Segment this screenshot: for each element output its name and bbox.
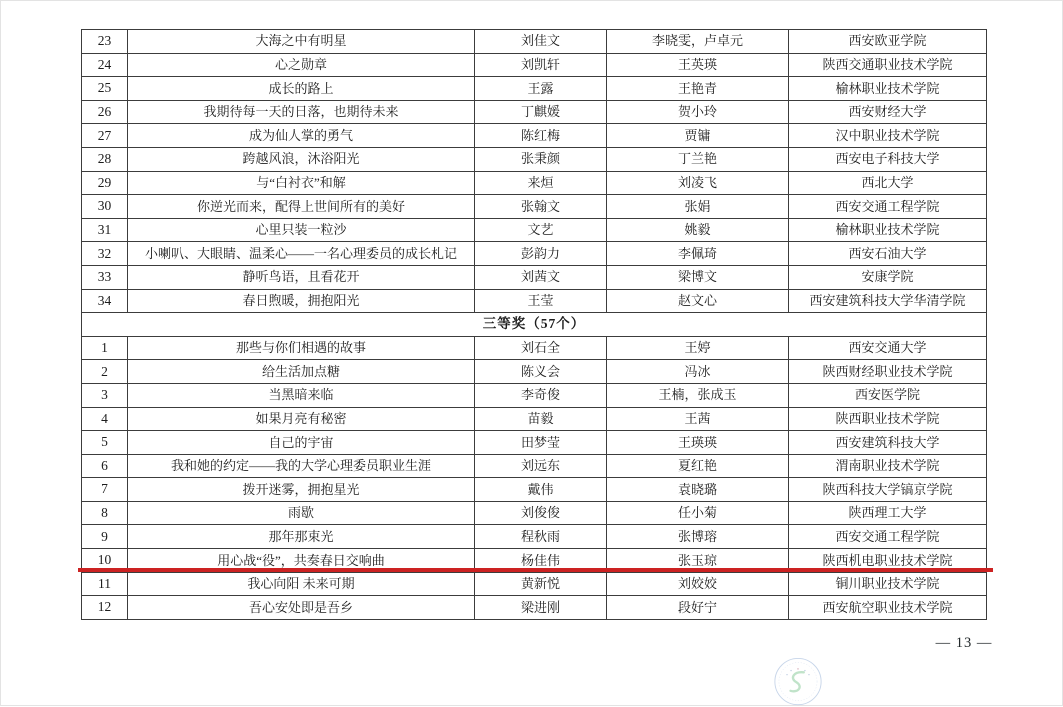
table-row bbox=[82, 195, 987, 219]
table-row bbox=[82, 525, 987, 549]
advisor-name: 任小菊 bbox=[607, 501, 789, 525]
work-title: 大海之中有明星 bbox=[128, 30, 475, 54]
student-name: 王露 bbox=[475, 77, 607, 101]
work-title: 跨越风浪，沐浴阳光 bbox=[128, 147, 475, 171]
table-row bbox=[82, 53, 987, 77]
advisor-name: 段好宁 bbox=[607, 596, 789, 620]
student-name: 陈红梅 bbox=[475, 124, 607, 148]
institution-name: 陕西机电职业技术学院 bbox=[789, 549, 987, 573]
work-title: 静听鸟语，且看花开 bbox=[128, 265, 475, 289]
rank-number: 10 bbox=[82, 549, 128, 573]
work-title: 你逆光而来，配得上世间所有的美好 bbox=[128, 195, 475, 219]
advisor-name: 刘姣姣 bbox=[607, 572, 789, 596]
rank-number: 2 bbox=[82, 360, 128, 384]
section-header-label: 三等奖（57个） bbox=[82, 313, 987, 337]
work-title: 那些与你们相遇的故事 bbox=[128, 336, 475, 360]
work-title: 那年那束光 bbox=[128, 525, 475, 549]
work-title: 我和她的约定——我的大学心理委员职业生涯 bbox=[128, 454, 475, 478]
advisor-name: 贾镛 bbox=[607, 124, 789, 148]
student-name: 刘石全 bbox=[475, 336, 607, 360]
rank-number: 27 bbox=[82, 124, 128, 148]
work-title: 拨开迷雾，拥抱星光 bbox=[128, 478, 475, 502]
institution-name: 西安医学院 bbox=[789, 383, 987, 407]
student-name: 张秉颜 bbox=[475, 147, 607, 171]
student-name: 张翰文 bbox=[475, 195, 607, 219]
rank-number: 33 bbox=[82, 265, 128, 289]
table-row bbox=[82, 383, 987, 407]
rank-number: 32 bbox=[82, 242, 128, 266]
student-name: 田梦莹 bbox=[475, 431, 607, 455]
page-number: — 13 — bbox=[935, 635, 993, 651]
rank-number: 31 bbox=[82, 218, 128, 242]
institution-name: 陕西科技大学镐京学院 bbox=[789, 478, 987, 502]
rank-number: 11 bbox=[82, 572, 128, 596]
table-row bbox=[82, 478, 987, 502]
rank-number: 25 bbox=[82, 77, 128, 101]
work-title: 成长的路上 bbox=[128, 77, 475, 101]
table-row bbox=[82, 218, 987, 242]
awards-table bbox=[81, 29, 987, 620]
institution-name: 陕西职业技术学院 bbox=[789, 407, 987, 431]
table-row bbox=[82, 30, 987, 54]
institution-name: 西安航空职业技术学院 bbox=[789, 596, 987, 620]
student-name: 戴伟 bbox=[475, 478, 607, 502]
work-title: 吾心安处即是吾乡 bbox=[128, 596, 475, 620]
advisor-name: 王婷 bbox=[607, 336, 789, 360]
work-title: 我心向阳 未来可期 bbox=[128, 572, 475, 596]
institution-name: 西安财经大学 bbox=[789, 100, 987, 124]
advisor-name: 赵文心 bbox=[607, 289, 789, 313]
student-name: 刘茜文 bbox=[475, 265, 607, 289]
student-name: 文艺 bbox=[475, 218, 607, 242]
student-name: 刘凯轩 bbox=[475, 53, 607, 77]
work-title: 如果月亮有秘密 bbox=[128, 407, 475, 431]
work-title: 雨歇 bbox=[128, 501, 475, 525]
institution-name: 榆林职业技术学院 bbox=[789, 77, 987, 101]
work-title: 心之勋章 bbox=[128, 53, 475, 77]
advisor-name: 王艳青 bbox=[607, 77, 789, 101]
table-row bbox=[82, 124, 987, 148]
institution-name: 陕西理工大学 bbox=[789, 501, 987, 525]
table-row bbox=[82, 360, 987, 384]
student-name: 梁进刚 bbox=[475, 596, 607, 620]
advisor-name: 夏红艳 bbox=[607, 454, 789, 478]
rank-number: 1 bbox=[82, 336, 128, 360]
student-name: 李奇俊 bbox=[475, 383, 607, 407]
advisor-name: 姚毅 bbox=[607, 218, 789, 242]
work-title: 自己的宇宙 bbox=[128, 431, 475, 455]
university-seal-icon bbox=[753, 655, 843, 707]
advisor-name: 张博瑢 bbox=[607, 525, 789, 549]
section-header-row bbox=[82, 313, 987, 337]
work-title: 成为仙人掌的勇气 bbox=[128, 124, 475, 148]
advisor-name: 丁兰艳 bbox=[607, 147, 789, 171]
student-name: 刘佳文 bbox=[475, 30, 607, 54]
institution-name: 西安建筑科技大学 bbox=[789, 431, 987, 455]
work-title: 我期待每一天的日落，也期待未来 bbox=[128, 100, 475, 124]
student-name: 杨佳伟 bbox=[475, 549, 607, 573]
table-row bbox=[82, 336, 987, 360]
institution-name: 陕西财经职业技术学院 bbox=[789, 360, 987, 384]
rank-number: 9 bbox=[82, 525, 128, 549]
student-name: 程秋雨 bbox=[475, 525, 607, 549]
institution-name: 西安交通工程学院 bbox=[789, 195, 987, 219]
advisor-name: 袁晓璐 bbox=[607, 478, 789, 502]
advisor-name: 王英瑛 bbox=[607, 53, 789, 77]
rank-number: 26 bbox=[82, 100, 128, 124]
work-title: 春日煦暖，拥抱阳光 bbox=[128, 289, 475, 313]
table-row bbox=[82, 454, 987, 478]
table-row bbox=[82, 501, 987, 525]
advisor-name: 梁博文 bbox=[607, 265, 789, 289]
table-row bbox=[82, 289, 987, 313]
advisor-name: 王瑛瑛 bbox=[607, 431, 789, 455]
table-row bbox=[82, 171, 987, 195]
institution-name: 陕西交通职业技术学院 bbox=[789, 53, 987, 77]
table-row bbox=[82, 407, 987, 431]
work-title: 心里只装一粒沙 bbox=[128, 218, 475, 242]
advisor-name: 张娟 bbox=[607, 195, 789, 219]
table-row bbox=[82, 77, 987, 101]
rank-number: 8 bbox=[82, 501, 128, 525]
institution-name: 西安石油大学 bbox=[789, 242, 987, 266]
red-underline-annotation bbox=[78, 568, 993, 572]
rank-number: 29 bbox=[82, 171, 128, 195]
advisor-name: 李佩琦 bbox=[607, 242, 789, 266]
student-name: 苗毅 bbox=[475, 407, 607, 431]
work-title: 当黑暗来临 bbox=[128, 383, 475, 407]
table-row bbox=[82, 265, 987, 289]
advisor-name: 张玉琼 bbox=[607, 549, 789, 573]
rank-number: 24 bbox=[82, 53, 128, 77]
rank-number: 3 bbox=[82, 383, 128, 407]
institution-name: 西安交通工程学院 bbox=[789, 525, 987, 549]
rank-number: 7 bbox=[82, 478, 128, 502]
institution-name: 榆林职业技术学院 bbox=[789, 218, 987, 242]
advisor-name: 刘凌飞 bbox=[607, 171, 789, 195]
rank-number: 4 bbox=[82, 407, 128, 431]
table-row bbox=[82, 596, 987, 620]
institution-name: 西安欧亚学院 bbox=[789, 30, 987, 54]
rank-number: 34 bbox=[82, 289, 128, 313]
student-name: 陈义会 bbox=[475, 360, 607, 384]
student-name: 刘远东 bbox=[475, 454, 607, 478]
institution-name: 汉中职业技术学院 bbox=[789, 124, 987, 148]
table-row bbox=[82, 431, 987, 455]
rank-number: 23 bbox=[82, 30, 128, 54]
institution-name: 西安电子科技大学 bbox=[789, 147, 987, 171]
student-name: 彭韵力 bbox=[475, 242, 607, 266]
rank-number: 28 bbox=[82, 147, 128, 171]
work-title: 用心战“役”，共奏春日交响曲 bbox=[128, 549, 475, 573]
rank-number: 5 bbox=[82, 431, 128, 455]
institution-name: 渭南职业技术学院 bbox=[789, 454, 987, 478]
advisor-name: 贺小玲 bbox=[607, 100, 789, 124]
table-row bbox=[82, 572, 987, 596]
table-row bbox=[82, 242, 987, 266]
institution-name: 西安建筑科技大学华清学院 bbox=[789, 289, 987, 313]
advisor-name: 王楠，张成玉 bbox=[607, 383, 789, 407]
student-name: 丁麒媛 bbox=[475, 100, 607, 124]
student-name: 黄新悦 bbox=[475, 572, 607, 596]
rank-number: 6 bbox=[82, 454, 128, 478]
institution-name: 西安交通大学 bbox=[789, 336, 987, 360]
institution-name: 西北大学 bbox=[789, 171, 987, 195]
advisor-name: 王茜 bbox=[607, 407, 789, 431]
student-name: 来烜 bbox=[475, 171, 607, 195]
work-title: 小喇叭、大眼睛、温柔心——一名心理委员的成长札记 bbox=[128, 242, 475, 266]
rank-number: 30 bbox=[82, 195, 128, 219]
institution-name: 安康学院 bbox=[789, 265, 987, 289]
advisor-name: 李晓雯，卢卓元 bbox=[607, 30, 789, 54]
table-row bbox=[82, 147, 987, 171]
rank-number: 12 bbox=[82, 596, 128, 620]
advisor-name: 冯冰 bbox=[607, 360, 789, 384]
student-name: 刘俊俊 bbox=[475, 501, 607, 525]
institution-name: 铜川职业技术学院 bbox=[789, 572, 987, 596]
student-name: 王莹 bbox=[475, 289, 607, 313]
table-row bbox=[82, 100, 987, 124]
work-title: 与“白衬衣”和解 bbox=[128, 171, 475, 195]
work-title: 给生活加点糖 bbox=[128, 360, 475, 384]
